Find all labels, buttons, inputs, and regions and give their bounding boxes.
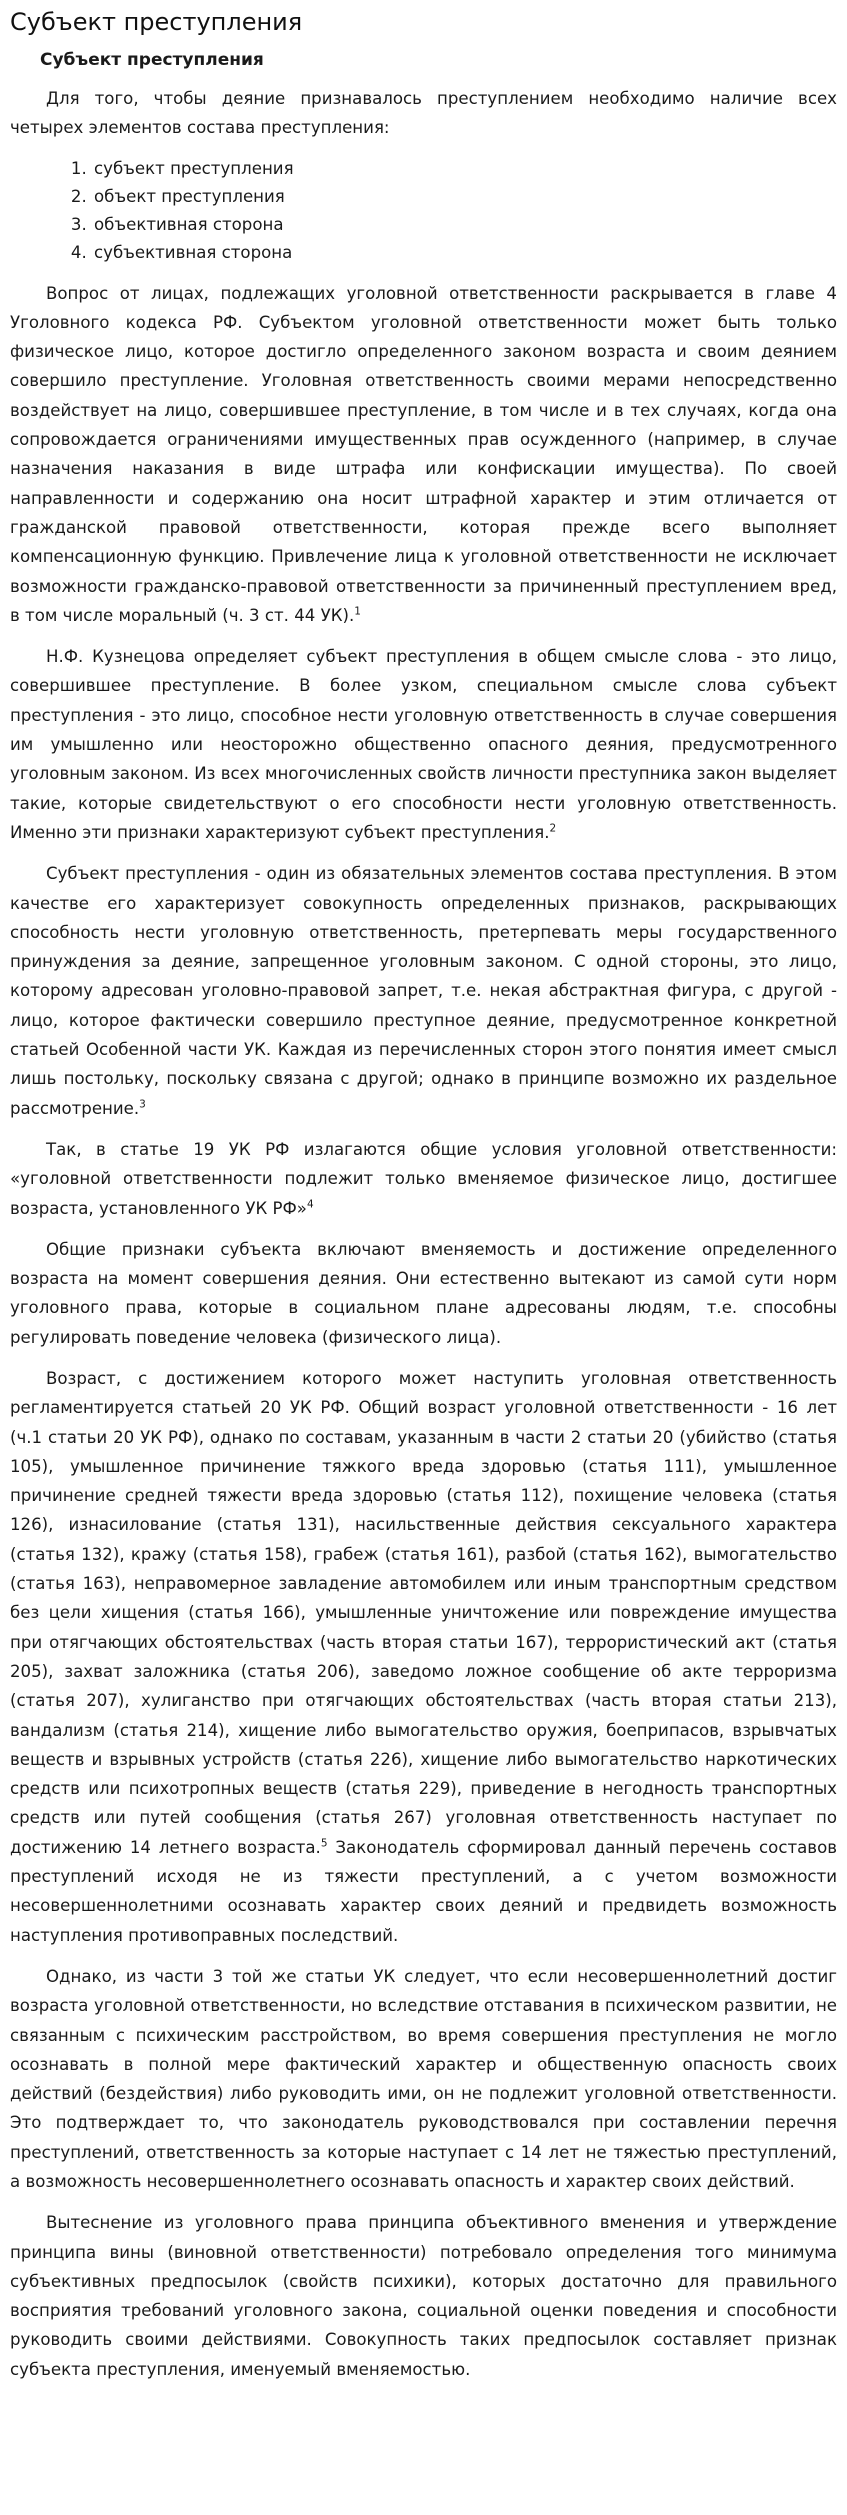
list-item: 2. объект преступления bbox=[92, 183, 837, 211]
paragraph-text-tail: Законодатель сформировал данный перечень составов преступлений исходя не из тяжести преступлений, а с учетом возможности несовершеннолетними осознавать характер своих деяний и предвидеть возможность наступления противоправных последствий. bbox=[10, 1837, 838, 1945]
paragraph-text: Н.Ф. Кузнецова определяет субъект преступления в общем смысле слова - это лицо, совершившее преступление. В более узком, специальном смысле слова субъект преступления - это лицо, способное нести уголовную ответственность в случае совершения им умышленно или неосторожно общественно опасного деяния, предусмотренного уголовным законом. Из всех многочисленных свойств личности преступника закон выделяет такие, которые свидетельствуют о его способности нести уголовную ответственность. Именно эти признаки характеризуют субъект преступления. bbox=[10, 647, 837, 842]
intro-paragraph: Для того, чтобы деяние признавалось преступлением необходимо наличие всех четырех элементов состава преступления: bbox=[10, 89, 837, 138]
list-item: 3. объективная сторона bbox=[92, 211, 837, 239]
paragraph-article-19 bbox=[10, 1135, 837, 1223]
footnote-ref: 4 bbox=[306, 1197, 314, 1210]
paragraph-mandatory-element bbox=[10, 859, 837, 1123]
footnote-ref: 1 bbox=[354, 605, 361, 618]
paragraph-text: Так, в статье 19 УК РФ излагаются общие условия уголовной ответственности: «уголовной ответственности подлежит только вменяемое физическое лицо, достигшее возраста, установленного УК РФ» bbox=[10, 1139, 837, 1218]
section-heading: Субъект преступления bbox=[40, 50, 264, 70]
list-item: 1. субъект преступления bbox=[92, 155, 837, 183]
paragraph-text: Однако, из части 3 той же статьи УК следует, что если несовершеннолетний достиг возраста уголовной ответственности, но вследствие отставания в психическом развитии, не связанным с психическим расстройством, во время совершения преступления не могло осознавать в полной мере фактический характер и общественную опасность своих действий (бездействия) либо руководить ими, он не подлежит уголовной ответственности. Это подтверждает то, что законодатель руководствовался при составлении перечня преступлений, ответственность за которые наступает с 14 лет не тяжестью преступлений, а возможность несовершеннолетнего осознавать опасность и характер своих действий. bbox=[10, 1966, 837, 2191]
paragraph-text: Вопрос от лицах, подлежащих уголовной ответственности раскрывается в главе 4 Уголовного кодекса РФ. Субъектом уголовной ответственности может быть только физическое лицо, которое достигло определенного законом возраста и своим деянием совершило преступление. Уголовная ответственность своими мерами непосредственно воздействует на лицо, совершившее преступление, в том числе и в тех случаях, когда она сопровождается ограничениями имущественных прав осужденного (например, в случае назначения наказания в виде штрафа или конфискации имущества). По своей направленности и содержанию она носит штрафной характер и этим отличается от гражданской правовой ответственности, которая прежде всего выполняет компенсационную функцию. Привлечение лица к уголовной ответственности не исключает возможности гражданско-правовой ответственности за причиненный преступлением вред, в том числе моральный (ч. 3 ст. 44 УК). bbox=[10, 283, 837, 625]
paragraph-general-signs bbox=[10, 1235, 837, 1352]
paragraph-guilt-principle bbox=[10, 2208, 837, 2384]
paragraph-subject-definition bbox=[10, 279, 837, 631]
paragraph-kuznetsova bbox=[10, 642, 837, 847]
paragraph-text: Субъект преступления - один из обязательных элементов состава преступления. В этом качестве его характеризует совокупность определенных признаков, раскрывающих способность нести уголовную ответственность, претерпевать меры государственного принуждения за деяние, запрещенное уголовным законом. С одной стороны, это лицо, которому адресован уголовно-правовой запрет, т.е. некая абстрактная фигура, с другой - лицо, которое фактически совершило преступное деяние, предусмотренное конкретной статьей Особенной части УК. Каждая из перечисленных сторон этого понятия имеет смысл лишь постольку, поскольку связана с другой; однако в принципе возможно их раздельное рассмотрение. bbox=[10, 864, 837, 1118]
footnote-ref: 2 bbox=[549, 822, 557, 835]
page-title: Субъект преступления bbox=[10, 8, 303, 36]
elements-list bbox=[10, 155, 837, 267]
footnote-ref: 5 bbox=[320, 1837, 328, 1850]
paragraph-text: Вытеснение из уголовного права принципа объективного вменения и утверждение принципа вины (виновной ответственности) потребовало определения того минимума субъективных предпосылок (свойств психики), которых достаточно для правильного восприятия требований уголовного закона, социальной оценки поведения и способности руководить своими действиями. Совокупность таких предпосылок составляет признак субъекта преступления, именуемый вменяемостью. bbox=[10, 2213, 837, 2379]
paragraph-age-article-20 bbox=[10, 1364, 837, 1950]
footnote-ref: 3 bbox=[139, 1098, 146, 1111]
paragraph-text: Возраст, с достижением которого может наступить уголовная ответственность регламентируется статьей 20 УК РФ. Общий возраст уголовной ответственности - 16 лет (ч.1 статьи 20 УК РФ), однако по составам, указанным в части 2 статьи 20 (убийство (статья 105), умышленное причинение тяжкого вреда здоровью (статья 111), умышленное причинение средней тяжести вреда здоровью (статья 112), похищение человека (статья 126), изнасилование (статья 131), насильственные действия сексуального характера (статья 132), кражу (статья 158), грабеж (статья 161), разбой (статья 162), вымогательство (статья 163), неправомерное завладение автомобилем или иным транспортным средством без цели хищения (статья 166), умышленные уничтожение или повреждение имущества при отягчающих обстоятельствах (часть вторая статьи 167), террористический акт (статья 205), захват заложника (статья 206), заведомо ложное сообщение об акте терроризма (статья 207), хулиганство при отягчающих обстоятельствах (часть вторая статьи 213), вандализм (статья 214), хищение либо вымогательство оружия, боеприпасов, взрывчатых веществ и взрывных устройств (статья 226), хищение либо вымогательство наркотических средств или психотропных веществ (статья 229), приведение в негодность транспортных средств или путей сообщения (статья 267) уголовная ответственность наступает по достижению 14 летнего возраста. bbox=[10, 1368, 837, 1857]
list-item: 4. субъективная сторона bbox=[92, 239, 837, 267]
paragraph-text: Общие признаки субъекта включают вменяемость и достижение определенного возраста на момент совершения деяния. Они естественно вытекают из самой сути норм уголовного права, которые в социальном плане адресованы людям, т.е. способны регулировать поведение человека (физического лица). bbox=[10, 1239, 837, 1347]
paragraph-part-3 bbox=[10, 1962, 837, 2196]
